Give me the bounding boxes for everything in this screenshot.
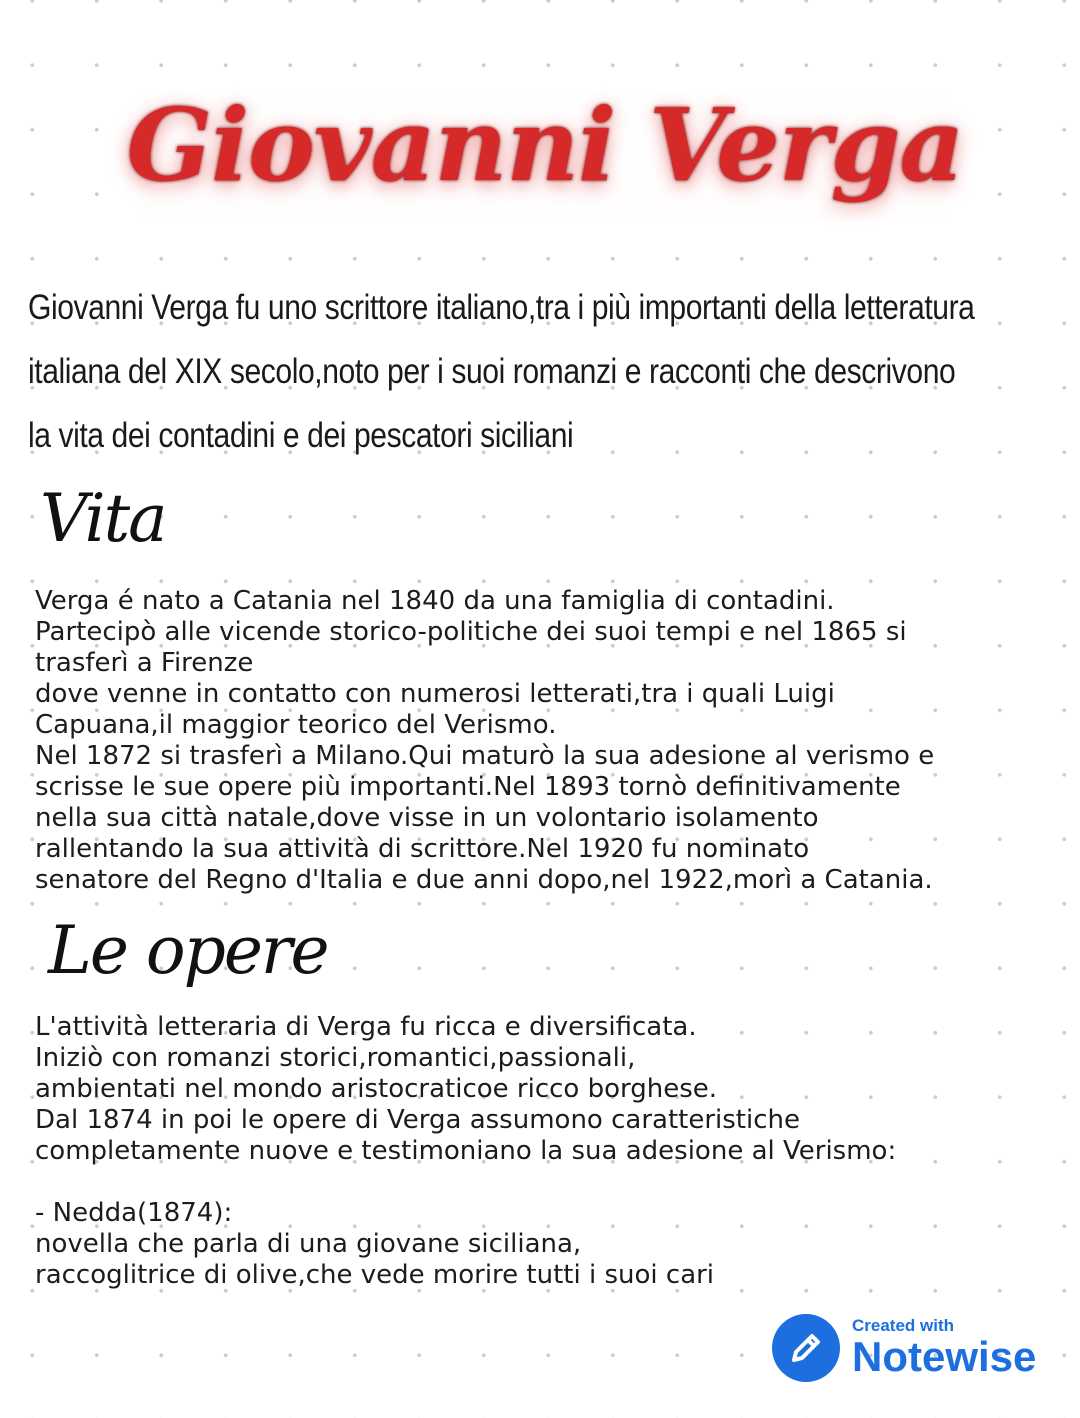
text-line: raccoglitrice di olive,che vede morire tutti i suoi cari [35, 1260, 715, 1290]
intro-paragraph [28, 276, 1060, 468]
text-line: senatore del Regno d'Italia e due anni dopo,nel 1922,morì a Catania. [35, 865, 933, 895]
text-line: Dal 1874 in poi le opere di Verga assumono caratteristiche [35, 1105, 800, 1135]
text-line: Verga é nato a Catania nel 1840 da una famiglia di contadini. [35, 586, 835, 616]
text-line: L'attività letteraria di Verga fu ricca e diversificata. [35, 1012, 697, 1042]
text-line: nella sua città natale,dove visse in un volontario isolamento [35, 803, 819, 833]
badge-brand: Notewise [852, 1333, 1037, 1380]
spacer [35, 1167, 1075, 1198]
text-line: Capuana,il maggior teorico del Verismo. [35, 710, 557, 740]
heading-opere: Le opere [48, 912, 328, 989]
text-line: completamente nuove e testimoniano la sua adesione al Verismo: [35, 1136, 897, 1166]
opere-section [35, 1012, 1075, 1291]
text-line: trasferì a Firenze [35, 648, 254, 678]
text-line: Nel 1872 si trasferì a Milano.Qui maturò la sua adesione al verismo e [35, 741, 935, 771]
text-line: ambientati nel mondo aristocraticoe ricco borghese. [35, 1074, 718, 1104]
text-line: dove venne in contatto con numerosi letterati,tra i quali Luigi [35, 679, 835, 709]
heading-vita: Vita [40, 480, 166, 557]
text-line: rallentando la sua attività di scrittore.Nel 1920 fu nominato [35, 834, 810, 864]
text-line: Iniziò con romanzi storici,romantici,passionali, [35, 1043, 636, 1073]
intro-line: italiana del XIX secolo,noto per i suoi romanzi e racconti che descrivono [28, 352, 956, 391]
text-line: scrisse le sue opere più importanti.Nel 1893 tornò definitivamente [35, 772, 901, 802]
title-text: Giovanni Verga [126, 86, 964, 204]
page-title [126, 70, 964, 220]
text-line: Partecipò alle vicende storico-politiche dei suoi tempi e nel 1865 si [35, 617, 907, 647]
badge-caption: Created with [852, 1316, 955, 1335]
vita-section [35, 586, 1075, 896]
notewise-badge [772, 1310, 1062, 1386]
pencil-icon [772, 1314, 840, 1382]
intro-line: Giovanni Verga fu uno scrittore italiano,tra i più importanti della letteratura [28, 288, 975, 327]
text-line: novella che parla di una giovane siciliana, [35, 1229, 582, 1259]
list-item-title: - Nedda(1874): [35, 1198, 233, 1228]
intro-line: la vita dei contadini e dei pescatori siciliani [28, 416, 574, 455]
